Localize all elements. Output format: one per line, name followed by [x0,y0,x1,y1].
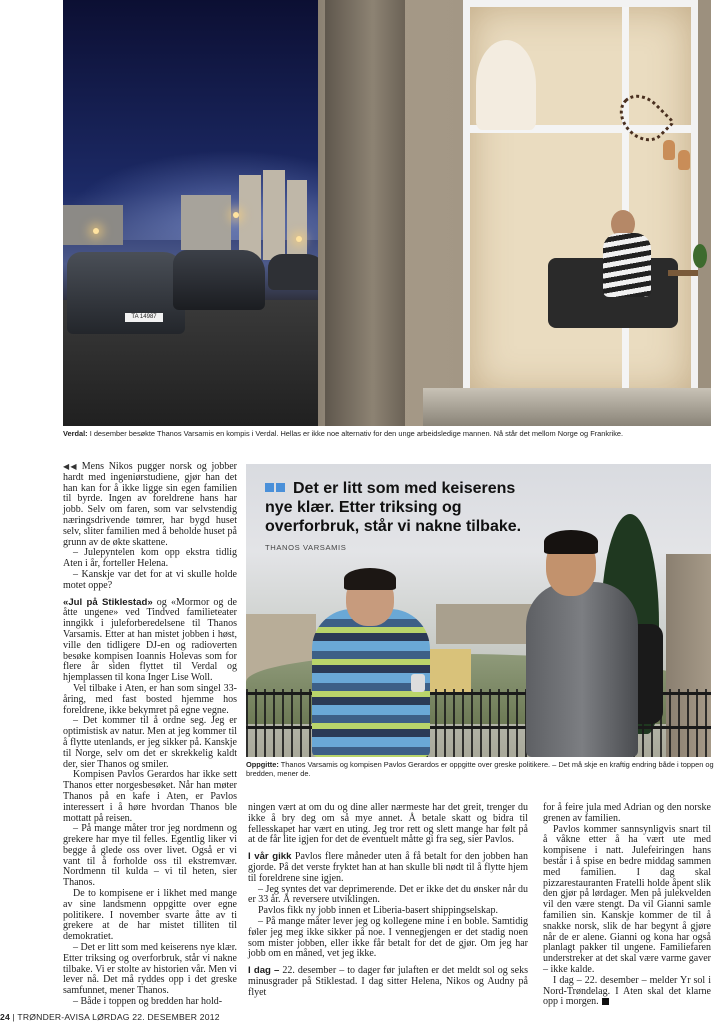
paragraph: – Det kommer til å ordne seg. Jeg er optimistisk av natur. Men at jeg kommer til å flytte utenlands, er jeg sikker på. Kanskje til Norge, selv om det er skrekkelig kaldt der, sier Thanos og smiler. [63,715,237,770]
striped-sweater [603,233,651,297]
run-in-heading: «Jul på Stiklestad» [63,596,153,608]
quote-marker-icon [265,478,287,497]
window-sill [423,388,711,426]
background-building [181,195,231,250]
caption-text: I desember besøkte Thanos Varsamis en kompis i Verdal. Hellas er ikke noe alternativ for den unge arbeidsledige mannen. Nå står det mellom Norge og Frankrike. [87,429,624,438]
street-light [93,228,99,234]
gingerbread-icon [678,150,690,170]
page-footer [0,1012,220,1022]
paragraph: – På mange måter lever jeg og kollegene mine i en boble. Samtidig føler jeg meg ikke sikker på noe. I vennegjengen er det stadig noen som mister jobben, eller ikke får betalt for det de gjør. Om jeg har jobb om en måned, vet jeg ikke. [248,915,528,960]
continued-arrows-icon: ◀◀ [63,462,78,471]
paragraph: Mens Nikos pugger norsk og jobber hardt med ingeniørstudiene, gjør han det han kan for å ikke ligge sin egen familien til byrde. Ingen av foreldrene hans har jobb. Selv om faren, som var selvstendig næringsdrivende tømrer, har bygd huset selv, sliter familien med å beholde huset på grunn av de økte skattene. [63,461,237,548]
paragraph: Vel tilbake i Aten, er han som singel 33-åring, med fast bosted hjemme hos foreldrene, ikke bekymret på egne vegne. [63,682,237,716]
license-plate: TA 14987 [125,313,163,322]
paragraph: og «Mormor og de åtte ungene» ved Tindved familieteater inngikk i juleforberedelsene til Thanos Varsamis. Etter at han mistet jobben i høst, ville den tidligere DJ-en og radioverten besøke kompisen Ioannis Holevas som for flere år siden flyttet til Verdal og hjemplassen til kona Inger Lise Woll. [63,596,237,684]
run-in-heading: I vår gikk [248,851,292,863]
paragraph: ningen vært at om du og dine aller nærmeste har det greit, trenger du ikke å bry deg om så mye annet. Å betale skatt og bidra til fellesskapet har vært en uting. Jeg tror rett og slett mange har følt på at de får lite igjen for det de eventuelt måtte gi fra seg, sier Pavlos. [248,802,528,846]
paragraph: – Det er litt som med keiserens nye klær. Etter triksing og overforbruk, står vi nakne tilbake. Vi er stolte av historien vår. Men vi lever nå. Det må ryddes opp i det greske samfunnet, mener Thanos. [63,942,237,997]
paragraph: 22. desember – to dager før julaften er det meldt sol og seks minusgrader på Stiklestad. I dag sitter Helena, Nikos og Audny på flyet [248,965,529,998]
publication-line: TRØNDER-AVISA LØRDAG 22. DESEMBER 2012 [17,1012,220,1022]
paragraph: I dag – 22. desember – melder Yr sol i Nord-Trøndelag. I Aten skal det klarne opp i morgen. [543,974,711,1008]
gingerbread-icon [663,140,675,160]
paragraph: Pavlos fikk ny jobb innen et Liberia-basert shippingselskap. [258,905,498,917]
top-photo-caption [63,429,713,438]
pull-quote-text: Det er litt som med keiserens nye klær. Etter triksing og overforbruk, står vi nakne tilbake. [265,480,522,535]
paragraph: – Både i toppen og bredden har hold- [73,996,223,1008]
page-number: 24 [0,1012,10,1022]
hair [544,530,598,554]
plant [693,244,707,268]
pavlos-grey-hoodie [526,582,638,757]
phone-icon [411,674,425,692]
background-building [63,205,123,245]
wall-poster [476,40,536,130]
paragraph: Kompisen Pavlos Gerardos har ikke sett Thanos etter norgesbesøket. Når han møter Thanos på en kafe i Aten, er Pavlos interessert i å høre hvordan Thanos ble mottatt på reisen. [63,769,237,824]
top-photo [63,0,711,426]
caption-text: Thanos Varsamis og kompisen Pavlos Gerardos er oppgitte over greske politikere. – Det må skje en kraftig endring både i toppen og bredden, mener de. [246,760,714,779]
yellow-building [426,649,471,694]
pull-quote-attribution: THANOS VARSAMIS [265,543,347,552]
end-of-article-icon [602,998,609,1005]
grain-silo [239,175,261,260]
run-in-heading: I dag – [248,965,280,977]
table [668,270,698,276]
building-pillar [325,0,405,426]
paragraph: – På mange måter tror jeg nordmenn og grekere har mye til felles. Egentlig liker vi begge å glede oss over livet. Også er vi vant til å forholde oss til ekstremvær. Nordmenn til kulda – vi til heten, sier Thanos. [63,823,237,889]
car [173,250,265,310]
article-column-3 [543,803,711,1008]
paragraph: – Kanskje var det for at vi skulle holde motet oppe? [63,568,237,591]
paragraph: Pavlos flere måneder uten å få betalt for den jobben han gjorde. På det verste fryktet han at han skulle bli nødt til å flytte hjem til foreldrene sine igjen. [248,851,528,884]
window-frame [622,7,629,393]
article-column-2 [248,803,528,999]
caption-lead: Verdal: [63,429,88,438]
article-column-1 [63,462,237,1008]
paragraph: – Jeg syntes det var deprimerende. Det er ikke det du ønsker når du er 33 år. Å reversere utviklingen. [248,883,528,906]
grain-silo [263,170,285,260]
paragraph: – Julepyntelen kom opp ekstra tidlig Aten i år, forteller Helena. [63,547,237,570]
grain-silo [287,180,307,260]
street-light [296,236,302,242]
paragraph: Pavlos kommer sannsynligvis snart til å våkne etter å ha vært ute med kompisene i natt. Julefeiringen hans består i å spise en bedre middag sammen med familien. I dag skal pizzarestauranten Fratelli holde åpent slik den gjør på lørdager. Men på julekvelden vil den være stengt. Da vil Gianni samle familien sin. Kanskje kommer de til å snakke norsk, slik de har begynt å gjøre når de er alene. Gianni og kona har også planlagt pakker til ungene. Familiefaren understreker at det skal være varme gaver – ikke kalde. [543,823,711,975]
paragraph: De to kompisene er i likhet med mange av sine landsmenn oppgitte over egne politikere. I november svarte åtte av ti grekere at de har mistet tilliten til demokratiet. [63,888,237,943]
hair [344,568,396,590]
caption-lead: Oppgitte: [246,760,279,769]
street-light [233,212,239,218]
pull-quote [265,478,535,557]
footer-separator: | [9,1012,18,1022]
paragraph: for å feire jula med Adrian og den norske grenen av familien. [543,802,711,824]
bottom-photo-caption [246,760,716,779]
